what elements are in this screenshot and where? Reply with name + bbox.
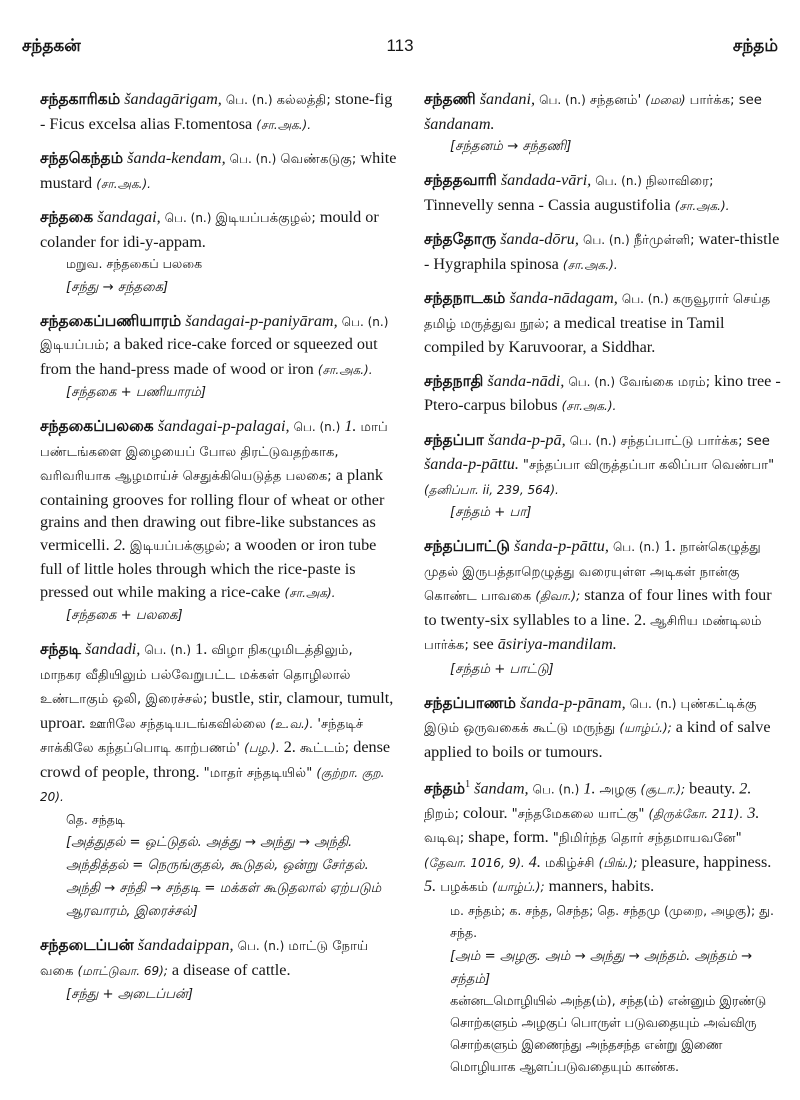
dictionary-entry [424, 287, 784, 359]
cognate-line: தெ. சந்தடி [66, 811, 125, 827]
headword: சந்தணி [424, 90, 476, 108]
etymology: [அத்துதல் = ஒட்டுதல். அத்து → அந்து → அந்தி. அந்தித்தல் = நெருங்குதல், கூடுதல், ஒன்று சேர்தல். அந்தி → சந்தி → சந்தடி = மக்கள் கூடுதலால் ஏற்படும் ஆரவாரம், இரைச்சல்] [66, 835, 382, 919]
transliteration: šandada-vāri, [500, 171, 592, 189]
sense-number: 1. [344, 417, 357, 435]
cross-reference: āsiriya-mandilam. [497, 635, 617, 653]
english-definition: water-thistle - Hygraphila spinosa [424, 230, 780, 273]
sense-number: 2. [633, 610, 647, 629]
etymology: [சந்தனம் → சந்தணி] [450, 139, 572, 154]
quotation: "சந்தமேகலை யாட்கு" [511, 806, 645, 822]
transliteration: šandagai, [97, 208, 161, 226]
source-reference: (தேவா. 1016, 9). [424, 855, 525, 870]
dictionary-entry [40, 934, 398, 1006]
tamil-definition: இடியப்பக்குழல்; [215, 211, 316, 226]
sense-number: 3. [747, 803, 760, 822]
source-reference: (உ.வ.). [270, 716, 314, 731]
quotation: ஊரிலே சந்தடியடங்கவில்லை [89, 716, 267, 732]
tamil-definition: கல்லத்தி; [276, 93, 331, 108]
tamil-definition: நிறம்; [424, 806, 459, 822]
tamil-definition: நீர்முள்ளி; [633, 233, 695, 248]
english-definition: stone-fig - Ficus excelsa alias F.tomentosa [40, 90, 393, 133]
synonym-line: மறுவ. சந்தகைப் பலகை [66, 256, 203, 271]
etymology: [சந்தம் + பாட்டு] [450, 661, 554, 677]
quotation: "மாதர் சந்தடியில்" [203, 765, 313, 781]
english-definition: kino tree - Ptero-carpus bilobus [424, 371, 781, 414]
english-definition: shape, form. [468, 828, 549, 847]
headword: சந்தகெந்தம் [40, 149, 124, 167]
etymology: [அம் = அழகு. அம் → அந்து → அந்தம். அந்தம் → சந்தம்] [450, 948, 753, 987]
tamil-definition: இடியப்பம்; [40, 338, 110, 353]
source-reference: (யாழ்ப்.); [492, 880, 545, 895]
source-reference: (தனிப்பா. ii, 239, 564). [424, 482, 559, 497]
headword: சந்தநாதி [424, 371, 484, 390]
sense-number: 1. [663, 537, 676, 555]
english-definition: beauty. [689, 779, 736, 798]
part-of-speech: பெ. (n.) [229, 152, 277, 166]
usage-note: கன்னடமொழியில் அந்த(ம்), சந்த(ம்) என்னும் இரண்டு சொற்களும் அழகுப் பொருள் படுவதையும் அவ்விரு சொற்களும் இணைந்து அந்தசந்த என்று இணை மொழியாக ஆளப்படுவதையும் காண்க. [450, 993, 767, 1075]
english-definition: white mustard [40, 149, 397, 192]
page-header [22, 36, 778, 70]
english-definition: dense crowd of people, throng. [40, 738, 391, 781]
tamil-definition: நிலாவிரை; [646, 174, 714, 189]
right-column [424, 88, 784, 1088]
english-definition: pleasure, happiness. [641, 852, 772, 871]
transliteration: šanda-kendam, [127, 149, 226, 167]
tamil-definition: அழகு [599, 782, 637, 798]
transliteration: šanda-nādi, [487, 371, 565, 390]
tamil-definition: புண்கட்டிக்கு இடும் ஒருவகைக் கூட்டு மருந்து [424, 696, 757, 736]
cognate-line: ம. சந்தம்; க. சந்த, செந்த; தெ. சந்தமு (முறை, அழகு); து. சந்த. [450, 902, 774, 941]
transliteration: šanda-p-pā, [487, 430, 566, 449]
dictionary-entry [40, 415, 398, 627]
part-of-speech: பெ. (n.) [568, 374, 616, 389]
source-reference: (மாட்டுவா. 69); [77, 963, 168, 978]
transliteration: šandagai-p-palagai, [157, 417, 290, 435]
tamil-definition: வெண்கடுகு; [280, 152, 357, 167]
source-reference: (திருக்கோ. 211). [648, 806, 744, 821]
cross-reference: šandanam. [424, 114, 495, 133]
part-of-speech: பெ. (n.) [164, 211, 212, 225]
tamil-definition: மகிழ்ச்சி [544, 855, 595, 871]
left-column [40, 88, 398, 1088]
part-of-speech: பெ. (n.) [621, 292, 669, 306]
transliteration: šandani, [479, 90, 536, 108]
dictionary-entry [40, 206, 398, 299]
english-definition: a disease of cattle. [171, 960, 291, 979]
dictionary-entry [40, 147, 398, 195]
headword: சந்தகாரிகம் [40, 90, 121, 108]
sense-number: 2. [283, 738, 296, 756]
page-number: 113 [386, 36, 414, 55]
source-reference: (யாழ்ப்.); [619, 721, 672, 735]
see-label: பார்க்க; see [689, 93, 762, 108]
running-head-left: சந்தகன் [22, 36, 81, 56]
quotation: 'சந்தடிச் சாக்கிலே கந்தப்பொடி காற்பணம்' [40, 716, 364, 756]
part-of-speech: பெ. (n.) [144, 643, 192, 657]
transliteration: šandagai-p-paniyāram, [185, 311, 338, 330]
source-reference: (பழ.). [244, 741, 280, 755]
english-definition: Tinnevelly senna - Cassia augustifolia [424, 195, 671, 214]
source-reference: (சா.அக.). [562, 257, 618, 272]
etymology: [சந்து → சந்தகை] [66, 279, 169, 295]
dictionary-entry [424, 774, 784, 1079]
part-of-speech: பெ. (n.) [293, 420, 341, 434]
part-of-speech: பெ. (n.) [629, 696, 677, 711]
transliteration: šandagārigam, [124, 90, 222, 108]
dictionary-entry [424, 429, 784, 525]
headword: சந்ததோரு [424, 230, 497, 248]
part-of-speech: பெ. (n.) [539, 93, 586, 107]
source-reference: (சா.அக). [284, 585, 336, 600]
dictionary-entry [424, 692, 784, 764]
transliteration: šandadi, [85, 640, 141, 658]
sense-number: 5. [424, 877, 437, 896]
part-of-speech: பெ. (n.) [341, 314, 389, 329]
part-of-speech: பெ. (n.) [532, 782, 580, 797]
tamil-definition: இடியப்பக்குழல்; [129, 538, 231, 554]
source-reference: (சா.அக.). [317, 362, 373, 377]
source-reference: (சூடா.); [640, 782, 686, 797]
dictionary-entry [40, 638, 398, 923]
transliteration: šanda-nādagam, [509, 289, 618, 307]
dictionary-entry [424, 169, 784, 217]
english-definition: a medical treatise in Tamil compiled by Karuvoorar, a Siddhar. [424, 313, 725, 356]
tamil-definition: சந்தனம்' [589, 93, 642, 108]
see-label: see [472, 635, 494, 653]
source-reference: (சா.அக.). [561, 399, 617, 413]
sense-number: 1. [583, 779, 596, 798]
english-definition: mould or colander for idi-y-appam. [40, 208, 379, 251]
headword: சந்தகைப்பணியாரம் [40, 311, 182, 330]
running-head-right: சந்தம் [732, 36, 778, 56]
tamil-definition: விழா நிகழுமிடத்திலும், மாநகர வீதியிலும் பல்வேறுபட்ட மக்கள் தொழிலால் உண்டாகும் ஒலி, இரைச்சல்; [40, 643, 353, 707]
part-of-speech: பெ. (n.) [582, 233, 630, 247]
tamil-definition: கருவூரார் செய்த தமிழ் மருத்துவ நூல்; [424, 292, 771, 332]
english-definition: colour. [463, 803, 508, 822]
english-definition: stanza of four lines with four to twenty-six syllables to a line. [424, 586, 772, 629]
english-definition: bustle, stir, clamour, tumult, uproar. [40, 689, 394, 732]
source-reference: (சா.அக.). [96, 176, 151, 191]
tamil-definition: வடிவு; [424, 831, 465, 847]
see-label: பார்க்க; see [697, 433, 770, 449]
sense-number: 2. [739, 779, 752, 798]
source-reference: (சா.அக.). [256, 117, 312, 132]
headword: சந்தப்பா [424, 430, 484, 449]
tamil-definition: ஆசிரிய மண்டிலம் பார்க்க; [424, 613, 762, 653]
transliteration: šanda-p-pānam, [520, 693, 626, 712]
transliteration: šanda-p-pāttu, [514, 537, 609, 555]
headword: சந்தடி [40, 640, 81, 658]
transliteration: šandadaippan, [137, 936, 234, 954]
english-definition: a wooden or iron tube full of little holes through which the rice-paste is pressed out while making a rice-cake [40, 535, 377, 601]
source-reference: (குற்றா. குற. 20). [40, 765, 385, 804]
part-of-speech: பெ. (n.) [612, 540, 660, 554]
homograph-number: 1 [465, 779, 471, 790]
sense-number: 1. [195, 640, 208, 658]
tamil-definition: சந்தப்பாட்டு [620, 433, 694, 449]
headword: சந்தப்பாணம் [424, 693, 516, 712]
tamil-definition: நான்கெழுத்து முதல் இருபத்தாறெழுத்து வரையுள்ள அடிகள் நான்கு கொண்ட பாவகை [424, 540, 761, 604]
headword: சந்தநாடகம் [424, 289, 506, 307]
transliteration: šanda-dōru, [500, 230, 579, 248]
headword: சந்தம் [424, 779, 466, 798]
tamil-definition: மாட்டு நோய் வகை [40, 939, 369, 979]
part-of-speech: பெ. (n.) [595, 174, 642, 188]
part-of-speech: பெ. (n.) [569, 433, 617, 448]
tamil-definition: கூட்டம்; [299, 741, 350, 756]
dictionary-entry [424, 88, 784, 158]
quotation: "நிமிர்ந்த தொர் சந்தமாயவனே" [552, 831, 742, 847]
headword: சந்தடைப்பன் [40, 936, 134, 954]
tamil-definition: பழக்கம் [440, 880, 489, 896]
english-definition: a baked rice-cake forced or squeezed out from the hand-press made of wood or iron [40, 335, 378, 378]
source-reference: (திவா.); [535, 589, 581, 603]
headword: சந்ததவாரி [424, 171, 497, 189]
tamil-definition: வேங்கை மரம்; [619, 374, 711, 390]
quotation: "சந்தப்பா விருத்தப்பா கலிப்பா வெண்பா" [522, 458, 775, 473]
source-reference: (பிங்.); [598, 855, 638, 870]
dictionary-entry [424, 370, 784, 418]
dictionary-entry [424, 228, 784, 276]
headword: சந்தப்பாட்டு [424, 537, 510, 555]
etymology: [சந்தகை + பணியாரம்] [66, 385, 207, 400]
headword: சந்தகைப்பலகை [40, 417, 154, 435]
etymology: [சந்தம் + பா] [450, 505, 532, 520]
etymology: [சந்து + அடைப்பன்] [66, 987, 193, 1002]
english-definition: manners, habits. [548, 877, 655, 896]
transliteration: šandam, [474, 779, 529, 798]
dictionary-entry [40, 310, 398, 405]
sense-number: 2. [113, 535, 126, 554]
tamil-definition: மாப் பண்டங்களை இழையைப் போல திரட்டுவதற்காக, வரிவரியாக ஆழமாய்ச் செதுக்கியெடுத்த பலகை; [40, 420, 388, 484]
dictionary-entry [40, 88, 398, 136]
headword: சந்தகை [40, 208, 94, 226]
english-definition: a kind of salve applied to boils or tumours. [424, 718, 771, 761]
source-reference: (சா.அக.). [674, 198, 730, 213]
cross-reference: šanda-p-pāttu. [424, 455, 519, 473]
dictionary-entry [424, 535, 784, 681]
part-of-speech: பெ. (n.) [237, 939, 285, 953]
sense-number: 4. [528, 852, 541, 871]
english-definition: a plank containing grooves for rolling flour of wheat or other grains and then drawing out fibre-like substances as vermicelli. [40, 466, 385, 554]
source-reference: (மலை) [645, 93, 686, 107]
etymology: [சந்தகை + பலகை] [66, 608, 183, 623]
part-of-speech: பெ. (n.) [225, 93, 273, 107]
